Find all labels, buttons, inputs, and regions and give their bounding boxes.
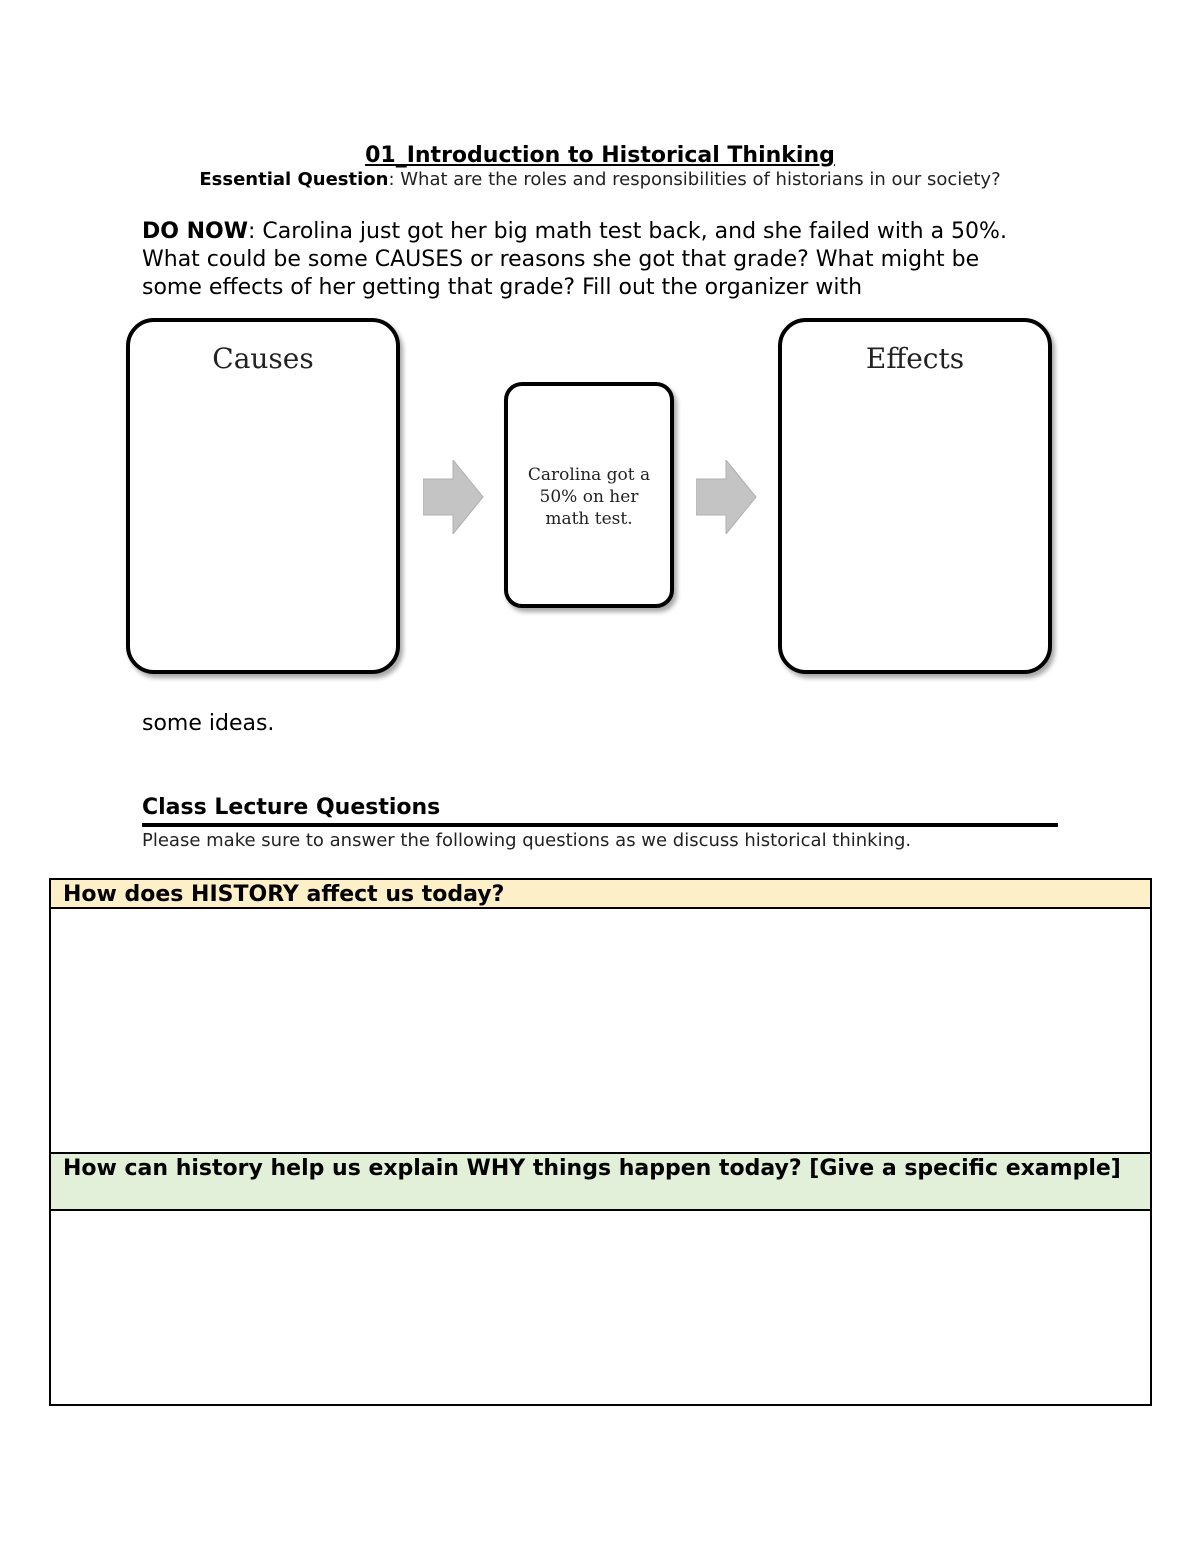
question-header: How does HISTORY affect us today? (51, 880, 1150, 909)
section-heading: Class Lecture Questions (142, 795, 441, 820)
questions-table (49, 878, 1152, 1406)
center-event-box (504, 382, 674, 608)
causes-box[interactable] (126, 318, 400, 674)
do-now-label: DO NOW (142, 219, 249, 244)
effects-box[interactable] (778, 318, 1052, 674)
section-instructions: Please make sure to answer the following questions as we discuss historical thinking. (142, 830, 912, 851)
section-divider (142, 823, 1058, 827)
essential-question-label: Essential Question (199, 169, 389, 190)
question-header: How can history help us explain WHY things happen today? [Give a specific example] (51, 1154, 1150, 1211)
arrow-shape (423, 460, 483, 534)
right-arrow-icon (423, 460, 485, 534)
essential-question-text: : What are the roles and responsibilities of historians in our society? (388, 169, 1001, 190)
effects-label: Effects (865, 342, 965, 375)
essential-question (0, 168, 1200, 192)
center-event-text: Carolina got a 50% on her math test. (527, 465, 651, 529)
answer-area[interactable] (51, 1211, 1150, 1406)
right-arrow-icon (696, 460, 758, 534)
document-title: 01_Introduction to Historical Thinking (365, 143, 835, 168)
arrow-shape (696, 460, 756, 534)
do-now-prompt (142, 218, 1042, 302)
answer-area[interactable] (51, 909, 1150, 1154)
do-now-text: : Carolina just got her big math test back, and she failed with a 50%. What could be some CAUSES or reasons she got that grade? What might be some effects of her getting that grade? Fill out the organizer with (142, 219, 1007, 300)
causes-label: Causes (212, 342, 314, 375)
do-now-continuation: some ideas. (142, 711, 275, 736)
